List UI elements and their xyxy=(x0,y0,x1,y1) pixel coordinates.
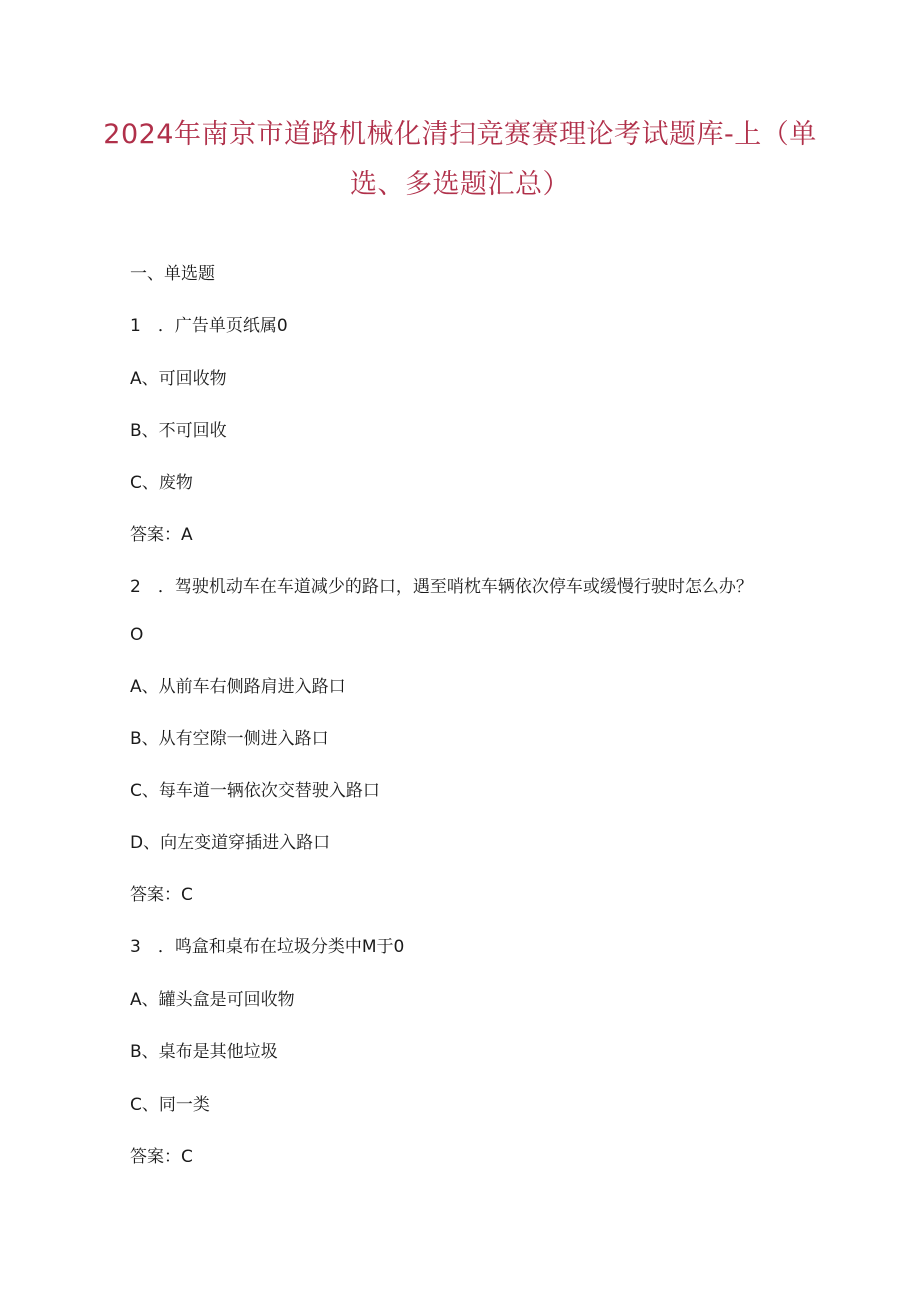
question-1-answer: 答案：A xyxy=(130,525,193,545)
question-3-option-b: B、桌布是其他垃圾 xyxy=(130,1042,278,1062)
title-line-2: 选、多选题汇总） xyxy=(350,169,570,200)
question-1-stem: 1 ．广告单页纸属0 xyxy=(130,316,288,336)
question-2-answer: 答案：C xyxy=(130,885,193,905)
question-3-answer: 答案：C xyxy=(130,1147,193,1167)
question-2-option-a: A、从前车右侧路肩进入路口 xyxy=(130,677,346,697)
question-3-option-a: A、罐头盒是可回收物 xyxy=(130,990,295,1010)
title-line-1: 2024年南京市道路机械化清扫竞赛赛理论考试题库-上（单 xyxy=(103,119,817,150)
question-2-option-c: C、每车道一辆依次交替驶入路口 xyxy=(130,781,380,801)
question-1-option-a: A、可回收物 xyxy=(130,369,227,389)
document-title xyxy=(100,110,820,210)
question-1-option-b: B、不可回收 xyxy=(130,421,227,441)
question-2-stem-cont: O xyxy=(130,625,144,645)
question-1-option-c: C、废物 xyxy=(130,473,193,493)
section-heading: 一、单选题 xyxy=(130,264,215,284)
question-2-option-b: B、从有空隙一侧进入路口 xyxy=(130,729,329,749)
question-2-stem: 2 ．驾驶机动车在车道减少的路口，遇至哨枕车辆依次停车或缓慢行驶时怎么办？ xyxy=(130,577,753,597)
question-2-option-d: D、向左变道穿插进入路口 xyxy=(130,833,331,853)
question-3-stem: 3 ．鸣盒和桌布在垃圾分类中M于0 xyxy=(130,937,405,957)
question-3-option-c: C、同一类 xyxy=(130,1095,210,1115)
